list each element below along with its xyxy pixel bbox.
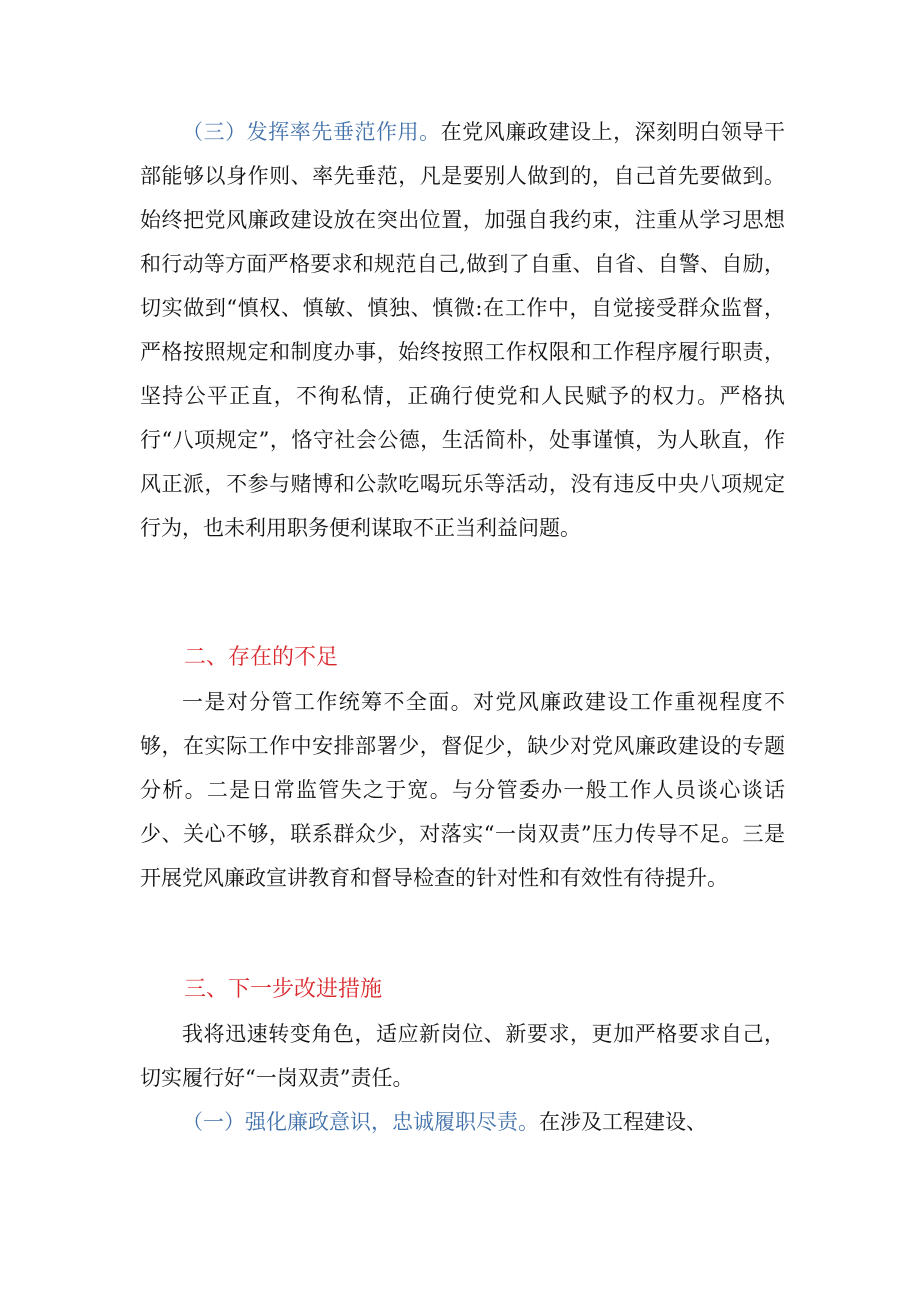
section-heading-improvements: 三、下一步改进措施 [184, 977, 383, 1002]
paragraph-body: 在涉及工程建设、 [539, 1110, 707, 1134]
paragraph-body: 在党风廉政建设上，深刻明白领导干部能够以身作则、率先垂范，凡是要别人做到的，自己首先要做到。始终把党风廉政建设放在突出位置，加强自我约束，注重从学习思想和行动等方面严格要求和规范自己,做到了自重、自省、自警、自励，切实做到“慎权、慎敏、慎独、慎微:在工作中，自觉接受群众监督，严格按照规定和制度办事，始终按照工作权限和工作程序履行职责，坚持公平正直，不徇私情，正确行使党和人民赋予的权力。严格执行“八项规定”，恪守社会公德，生活简朴，处事谨慎，为人耿直，作风正派，不参与赌博和公款吃喝玩乐等活动，没有违反中央八项规定行为，也未利用职务便利谋取不正当利益问题。 [140, 120, 786, 540]
paragraph-improvements-intro: 我将迅速转变角色，适应新岗位、新要求，更加严格要求自己，切实履行好“一岗双责”责任。 [140, 1022, 785, 1090]
paragraph-integrity [140, 1100, 785, 1144]
section-improvements [140, 968, 785, 1144]
section-shortcomings [140, 636, 785, 900]
paragraph-shortcomings: 一是对分管工作统筹不全面。对党风廉政建设工作重视程度不够，在实际工作中安排部署少，督促少，缺少对党风廉政建设的专题分析。二是日常监管失之于宽。与分管委办一般工作人员谈心谈话少、关心不够，联系群众少，对落实“一岗双责”压力传导不足。三是开展党风廉政宣讲教育和督导检查的针对性和有效性有待提升。 [140, 690, 785, 890]
paragraph-lead-by-example [140, 110, 785, 550]
section-heading-shortcomings: 二、存在的不足 [184, 645, 339, 670]
section-three-sub-block [140, 110, 785, 550]
subheading-integrity: （一）强化廉政意识，忠诚履职尽责。 [182, 1110, 539, 1134]
subheading-lead-by-example: （三）发挥率先垂范作用。 [182, 120, 441, 144]
